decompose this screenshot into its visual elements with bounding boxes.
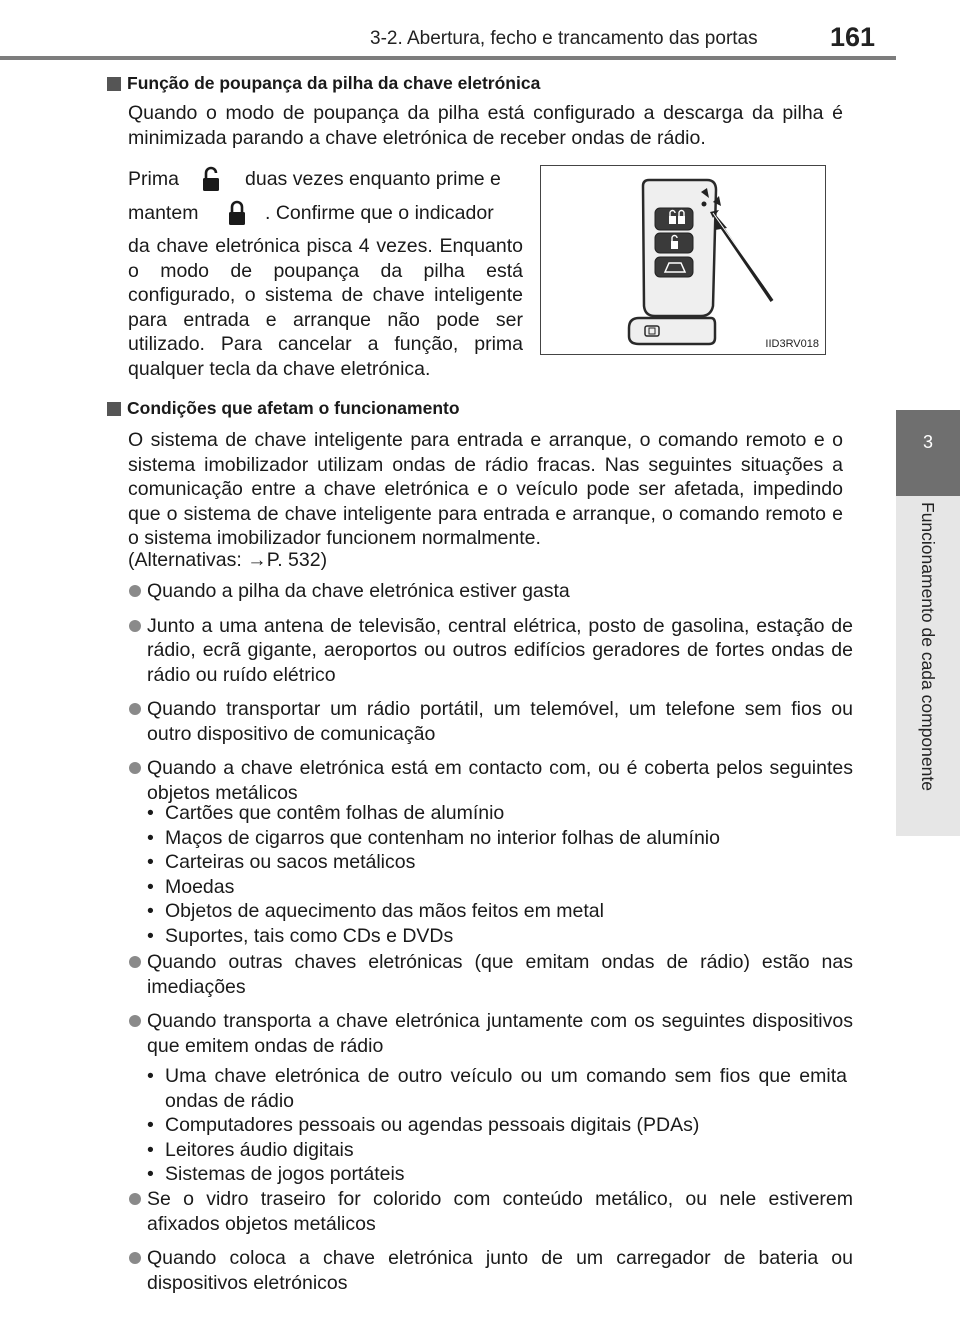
sub-list-item: • Computadores pessoais ou agendas pessoais digitais (PDAs) xyxy=(147,1114,700,1136)
sub-list-item-text: Suportes, tais como CDs e DVDs xyxy=(165,924,454,947)
section-title-text: Função de poupança da pilha da chave eletrónica xyxy=(127,73,541,93)
sub-list-item: • Maços de cigarros que contenham no interior folhas de alumínio xyxy=(147,826,720,849)
list-item-text: Quando a chave eletrónica está em contacto com, ou é coberta pelos seguintes objetos metálicos xyxy=(147,757,853,804)
list-item xyxy=(128,756,853,805)
sub-list-item-text: Objetos de aquecimento das mãos feitos em metal xyxy=(165,900,604,922)
smart-key-figure xyxy=(540,165,826,355)
instruction-line-1b: duas vezes enquanto prime e xyxy=(245,168,501,190)
section-title-conditions xyxy=(107,398,460,419)
list-item-text: Junto a uma antena de televisão, central elétrica, posto de gasolina, estação de rádio, ecrã gigante, aeroportos ou outros edifícios geradores de fortes ondas de rádio ou ruído elétrico xyxy=(147,614,853,686)
sub-list-item: • Suportes, tais como CDs e DVDs xyxy=(147,924,454,947)
sub-list-item: • Cartões que contêm folhas de alumínio xyxy=(147,802,505,824)
list-item xyxy=(128,1246,853,1295)
list-item xyxy=(128,697,853,746)
figure-code: IID3RV018 xyxy=(765,338,819,350)
running-header: 3-2. Abertura, fecho e trancamento das portas xyxy=(370,28,758,49)
round-bullet-icon xyxy=(129,585,141,597)
list-item xyxy=(128,950,853,999)
sub-list-item: • Leitores áudio digitais xyxy=(147,1138,354,1161)
list-item-text: Se o vidro traseiro for colorido com conteúdo metálico, ou nele estiverem afixados objetos metálicos xyxy=(147,1188,853,1235)
chapter-label: Funcionamento de cada componente xyxy=(918,502,938,791)
battery-saving-details: da chave eletrónica pisca 4 vezes. Enquanto o modo de poupança da pilha está configurado, o sistema de chave inteligente para entrada e arranque não pode ser utilizado. Para cancelar a função, prima qualquer tecla da chave eletrónica. xyxy=(128,235,523,380)
round-bullet-icon xyxy=(129,762,141,774)
list-item-text: Quando a pilha da chave eletrónica estiver gasta xyxy=(147,580,570,602)
chapter-number: 3 xyxy=(922,432,933,452)
battery-saving-intro: Quando o modo de poupança da pilha está configurado a descarga da pilha é minimizada parando a chave eletrónica de receber ondas de rádio. xyxy=(128,102,843,149)
list-item-text: Quando coloca a chave eletrónica junto de um carregador de bateria ou dispositivos eletrónicos xyxy=(147,1247,853,1294)
radio-devices-list xyxy=(147,1064,847,1187)
sub-list-item-text: Uma chave eletrónica de outro veículo ou um comando sem fios que emita ondas de rádio xyxy=(165,1065,847,1112)
round-bullet-icon xyxy=(129,1015,141,1027)
sub-list-item: • Uma chave eletrónica de outro veículo ou um comando sem fios que emita ondas de rádio xyxy=(147,1065,847,1112)
header-rule xyxy=(0,56,896,60)
instruction-line-2b: . Confirme que o indicador xyxy=(265,202,494,224)
round-bullet-icon xyxy=(129,956,141,968)
list-item-text: Quando outras chaves eletrónicas (que emitam ondas de rádio) estão nas imediações xyxy=(147,951,853,998)
alternatives-reference: (Alternativas: →P. 532) xyxy=(128,549,328,571)
list-item-text: Quando transporta a chave eletrónica juntamente com os seguintes dispositivos que emitem ondas de rádio xyxy=(147,1010,853,1057)
conditions-list-a xyxy=(128,579,853,805)
instruction-line-1a: Prima xyxy=(128,168,179,190)
smart-key-illustration xyxy=(541,166,825,354)
conditions-intro: O sistema de chave inteligente para entrada e arranque, o comando remoto e o sistema imobilizador utilizam ondas de rádio fracas. Nas seguintes situações a comunicação entre a chave eletrónica e o veículo pode ser afetada, impedindo que o sistema de chave inteligente para entrada e arranque, o comando remoto e o sistema imobilizador funcionem normalmente. xyxy=(128,429,843,549)
square-bullet-icon xyxy=(107,402,121,416)
sub-list-item-text: Leitores áudio digitais xyxy=(165,1138,354,1161)
section-title-battery-saving xyxy=(107,73,540,94)
conditions-list-c xyxy=(128,1187,853,1295)
list-item xyxy=(128,1009,853,1058)
sub-list-item-text: Cartões que contêm folhas de alumínio xyxy=(165,802,505,824)
sub-list-item-text: Maços de cigarros que contenham no interior folhas de alumínio xyxy=(165,826,720,849)
list-item-text: Quando transportar um rádio portátil, um telemóvel, um telefone sem fios ou outro dispositivo de comunicação xyxy=(147,698,853,745)
page-number: 161 xyxy=(830,22,876,52)
list-item xyxy=(128,614,853,688)
sub-list-item: • Objetos de aquecimento das mãos feitos em metal xyxy=(147,900,604,922)
sub-list-item-text: Moedas xyxy=(165,875,235,898)
list-item xyxy=(128,579,853,604)
sub-list-item-text: Sistemas de jogos portáteis xyxy=(165,1163,405,1185)
section-title-text: Condições que afetam o funcionamento xyxy=(127,398,460,418)
chapter-tab xyxy=(896,410,960,496)
instruction-line-2a: mantem xyxy=(128,202,199,224)
round-bullet-icon xyxy=(129,620,141,632)
sub-list-item-text: Computadores pessoais ou agendas pessoais digitais (PDAs) xyxy=(165,1114,700,1136)
sub-list-item: • Sistemas de jogos portáteis xyxy=(147,1163,405,1185)
metal-objects-list xyxy=(147,801,847,948)
unlock-icon xyxy=(200,166,222,192)
sub-list-item: • Carteiras ou sacos metálicos xyxy=(147,851,416,873)
sub-list-item: • Moedas xyxy=(147,875,235,898)
sub-list-item-text: Carteiras ou sacos metálicos xyxy=(165,851,416,873)
round-bullet-icon xyxy=(129,703,141,715)
round-bullet-icon xyxy=(129,1193,141,1205)
lock-icon xyxy=(226,200,248,226)
conditions-list-b xyxy=(128,950,853,1058)
square-bullet-icon xyxy=(107,77,121,91)
list-item xyxy=(128,1187,853,1236)
round-bullet-icon xyxy=(129,1252,141,1264)
